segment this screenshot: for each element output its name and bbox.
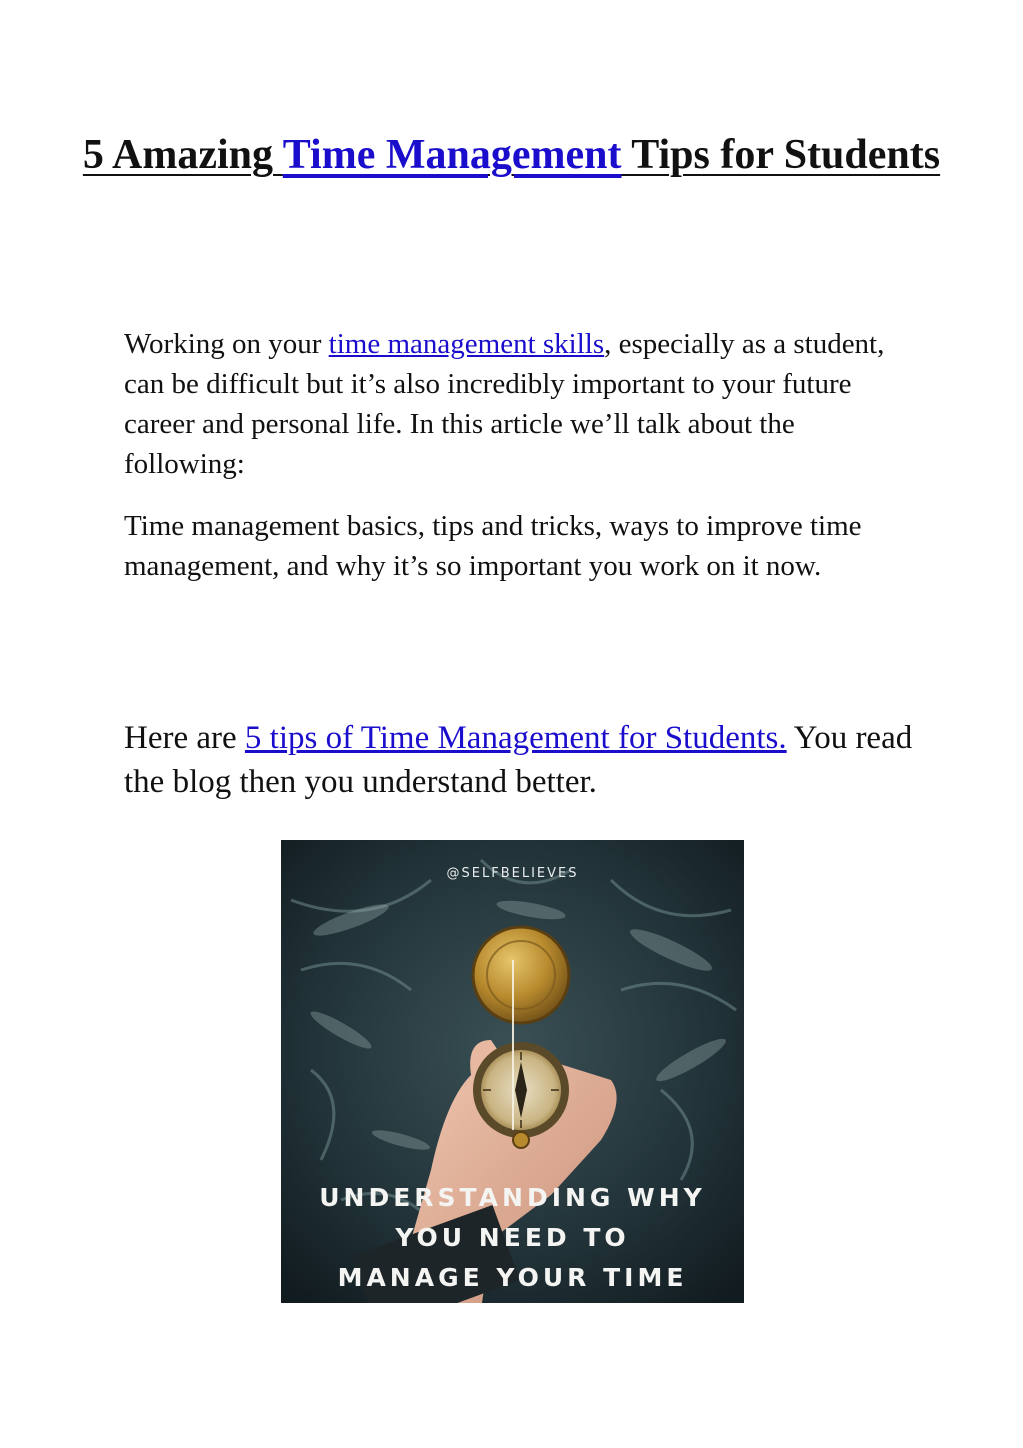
compass-hero-image — [281, 840, 744, 1303]
caption-line-1: UNDERSTANDING WHY — [319, 1183, 706, 1212]
intro-text-end: , especially as a student, can be difficult but it’s also incredibly important to your future career and personal life. In this article we’ll talk about the following: — [124, 328, 885, 480]
page-title — [0, 128, 1023, 182]
compass-ring — [513, 1132, 529, 1148]
tips-blog-link[interactable]: 5 tips of Time Management for Students. — [244, 720, 787, 756]
time-management-link[interactable]: Time Management — [282, 132, 622, 178]
image-handle: @SELFBELIEVES — [446, 866, 579, 881]
tips-text-start: Here are — [124, 720, 245, 756]
summary-paragraph: Time management basics, tips and tricks, ways to improve time management, and why it’s so important you work on it now. — [124, 510, 862, 582]
caption-line-2: YOU NEED TO — [395, 1223, 630, 1252]
title-suffix: Tips for Students — [621, 132, 941, 178]
caption-line-3: MANAGE YOUR TIME — [337, 1263, 688, 1292]
intro-text-start: Working on your — [124, 328, 329, 360]
tips-paragraph — [124, 716, 924, 804]
tips-text-end: You read the blog then you understand better. — [124, 720, 913, 800]
title-prefix: 5 Amazing — [82, 132, 283, 178]
time-management-skills-link[interactable]: time management skills — [328, 328, 605, 360]
intro-paragraph — [124, 324, 914, 484]
image-caption — [281, 1178, 744, 1298]
